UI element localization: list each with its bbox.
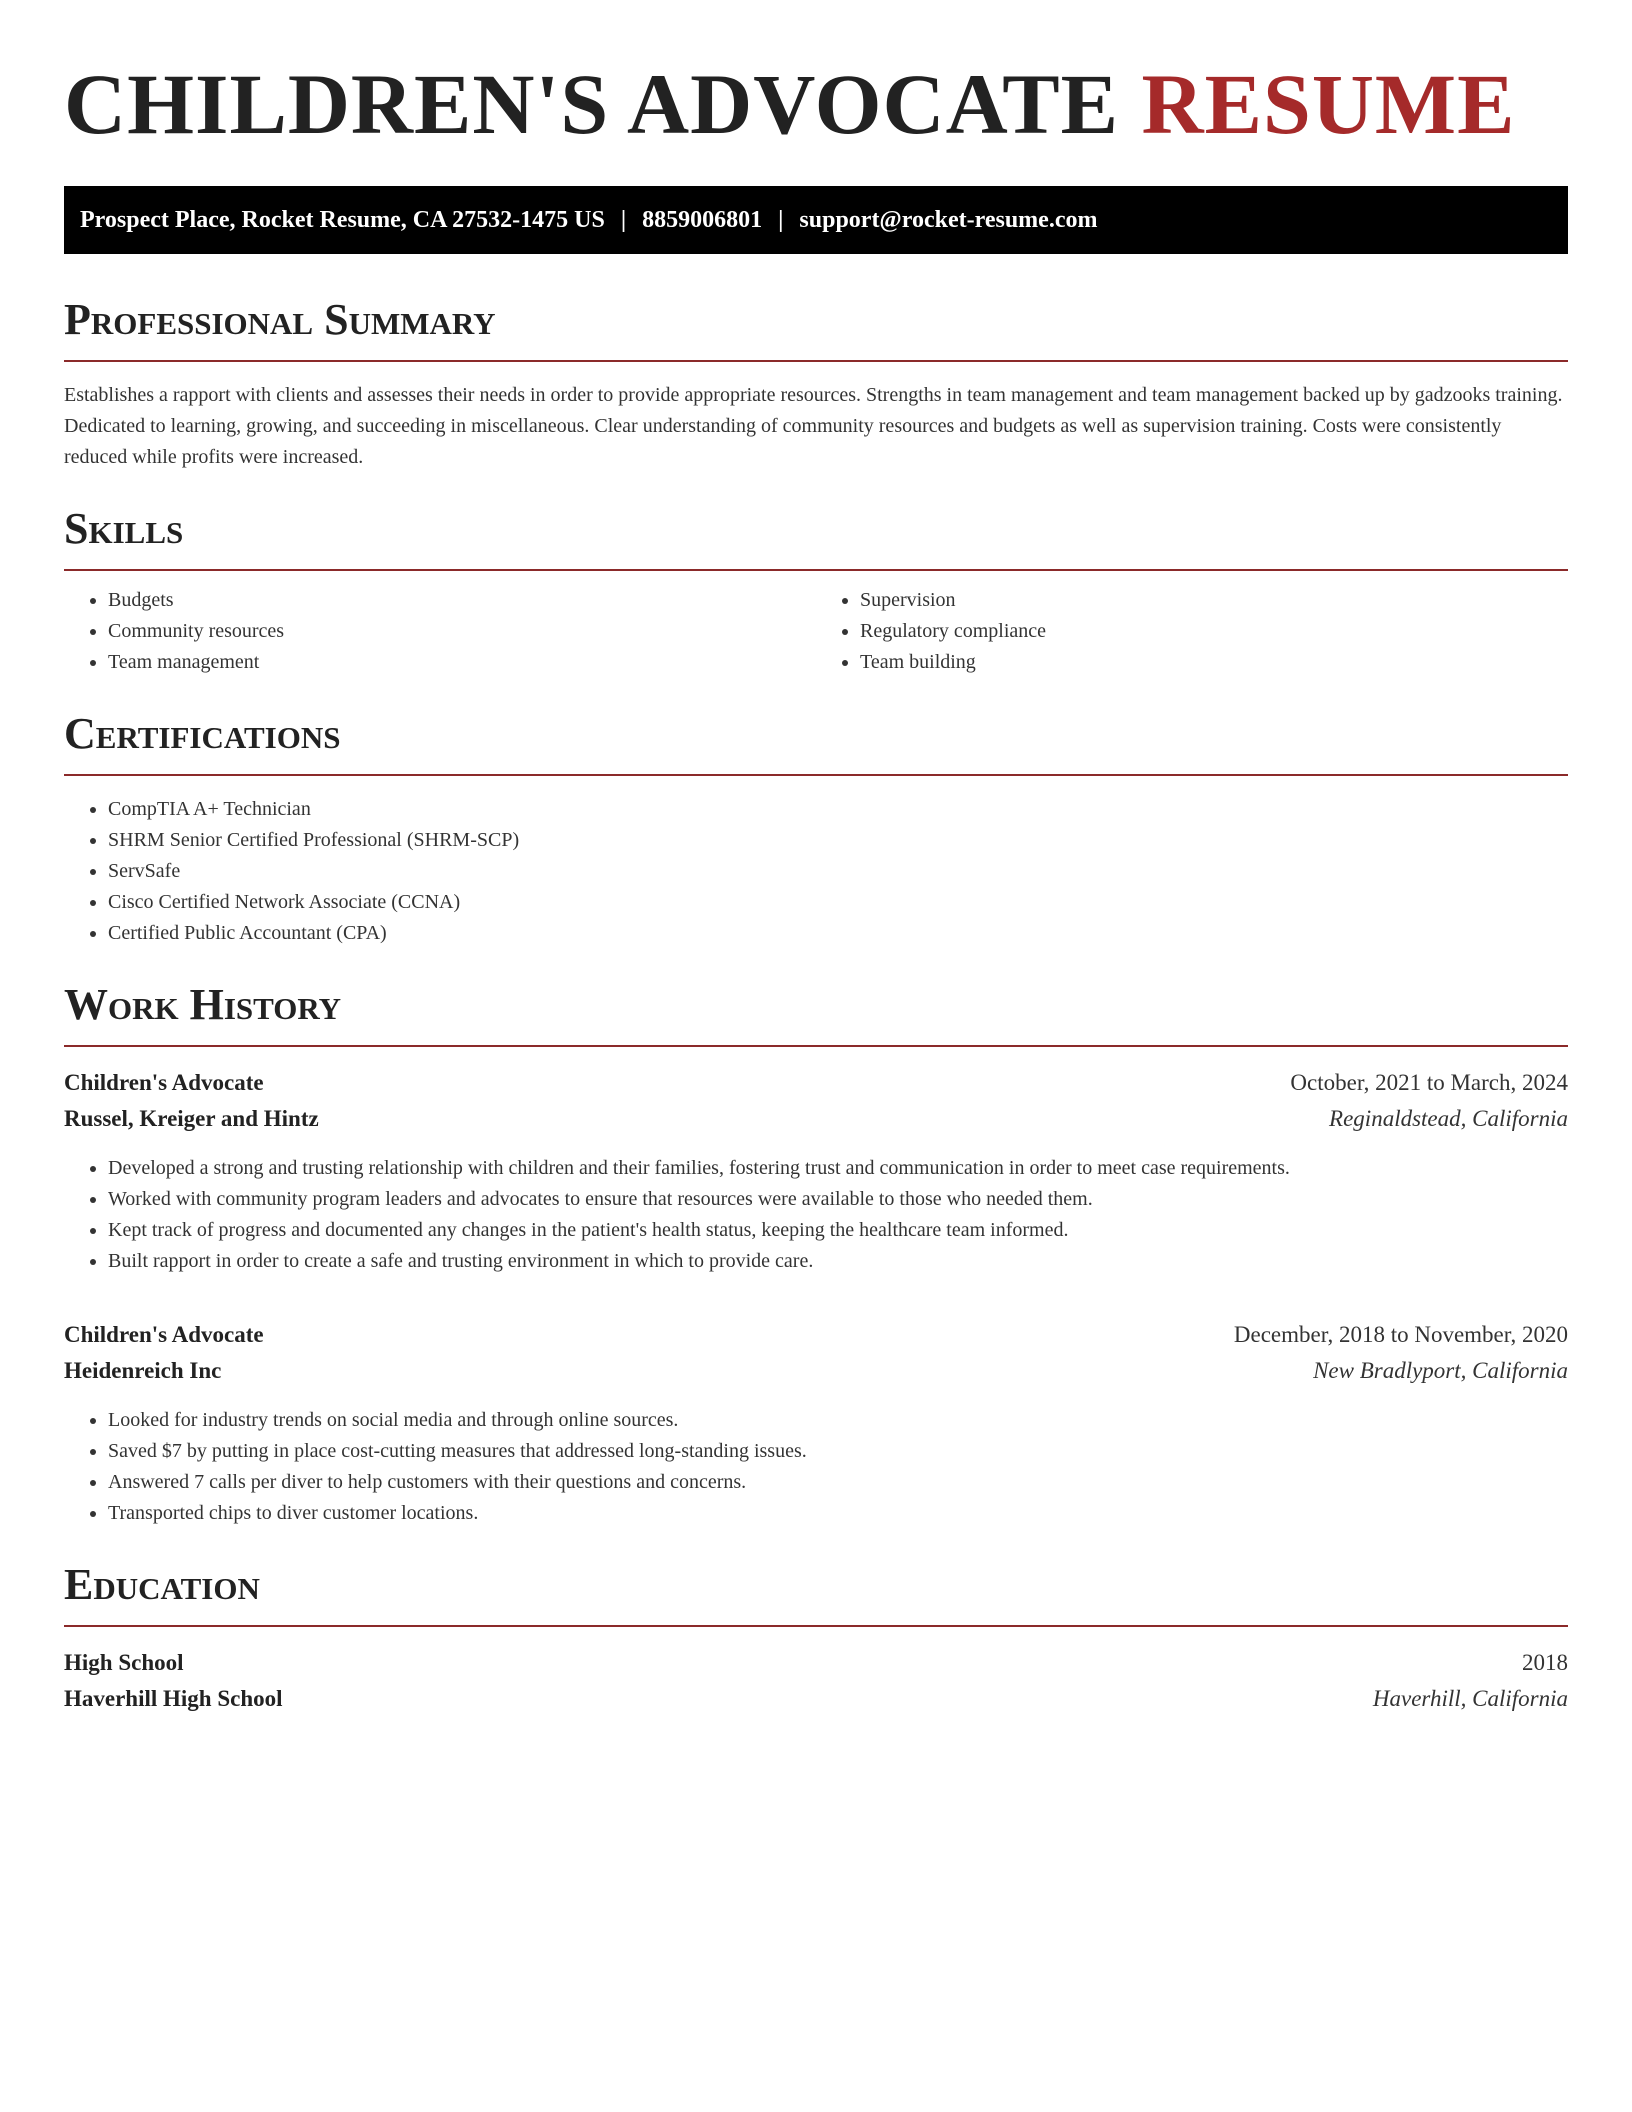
skill-item: • Team building [860, 647, 1568, 678]
certifications-list [64, 794, 1568, 949]
skill-item: • Team management [108, 647, 816, 678]
job-bullet: • Answered 7 calls per diver to help customers with their questions and concerns. [108, 1467, 1568, 1498]
contact-address: Prospect Place, Rocket Resume, CA 27532-1475 US [80, 206, 605, 233]
certifications-section [64, 708, 1568, 949]
resume-title [64, 56, 1568, 152]
education-heading: Education [64, 1559, 1568, 1627]
skill-item: • Regulatory compliance [860, 616, 1568, 647]
education-entry [64, 1645, 1568, 1717]
certification-item: • CompTIA A+ Technician [108, 794, 1568, 825]
skills-list-right [816, 585, 1568, 678]
skills-list-left [64, 585, 816, 678]
contact-phone: 8859006801 [642, 206, 763, 233]
title-accent: RESUME [1141, 56, 1516, 152]
job-title: Children's Advocate [64, 1070, 264, 1095]
job-title-row [64, 1065, 1568, 1101]
work-section [64, 979, 1568, 1529]
work-heading: Work History [64, 979, 1568, 1047]
job-company-row [64, 1353, 1568, 1389]
job-entry [64, 1065, 1568, 1277]
job-dates: October, 2021 to March, 2024 [1290, 1070, 1568, 1095]
contact-bar [64, 186, 1568, 254]
education-school-row [64, 1681, 1568, 1717]
job-bullet: • Built rapport in order to create a safe and trusting environment in which to provide care. [108, 1246, 1568, 1277]
job-bullet: • Looked for industry trends on social media and through online sources. [108, 1405, 1568, 1436]
job-bullet: • Transported chips to diver customer locations. [108, 1498, 1568, 1529]
contact-email: support@rocket-resume.com [799, 206, 1098, 233]
job-company-row [64, 1101, 1568, 1137]
certification-item: • Certified Public Accountant (CPA) [108, 918, 1568, 949]
job-location: Reginaldstead, California [1329, 1106, 1568, 1131]
contact-separator: | [778, 206, 784, 233]
skill-item: • Budgets [108, 585, 816, 616]
summary-heading: Professional Summary [64, 294, 1568, 362]
contact-separator: | [620, 206, 627, 233]
skill-item: • Supervision [860, 585, 1568, 616]
certification-item: • ServSafe [108, 856, 1568, 887]
summary-text: Establishes a rapport with clients and assesses their needs in order to provide appropriate resources. Strengths in team management and team management backed up by gadzooks training. Dedicated to learning, growing, and succeeding in miscellaneous. Clear understanding of community resources and budgets as well as supervision training. Costs were consistently reduced while profits were increased. [64, 384, 1563, 468]
skills-grid [64, 571, 1568, 678]
certification-item: • SHRM Senior Certified Professional (SHRM-SCP) [108, 825, 1568, 856]
education-year: 2018 [1522, 1650, 1568, 1675]
certification-item: • Cisco Certified Network Associate (CCNA) [108, 887, 1568, 918]
title-main: CHILDREN'S ADVOCATE [64, 56, 1120, 152]
job-title: Children's Advocate [64, 1322, 264, 1347]
job-bullet: • Worked with community program leaders and advocates to ensure that resources were available to those who needed them. [108, 1184, 1568, 1215]
skill-item: • Community resources [108, 616, 816, 647]
certifications-heading: Certifications [64, 708, 1568, 776]
job-bullet: • Saved $7 by putting in place cost-cutting measures that addressed long-standing issues. [108, 1436, 1568, 1467]
education-school: Haverhill High School [64, 1686, 283, 1711]
job-title-row [64, 1317, 1568, 1353]
job-bullet: • Kept track of progress and documented any changes in the patient's health status, keeping the healthcare team informed. [108, 1215, 1568, 1246]
education-degree: High School [64, 1650, 184, 1675]
job-dates: December, 2018 to November, 2020 [1233, 1322, 1568, 1347]
education-location: Haverhill, California [1372, 1686, 1568, 1711]
summary-section [64, 294, 1568, 473]
job-company: Russel, Kreiger and Hintz [64, 1106, 319, 1131]
job-company: Heidenreich Inc [64, 1358, 222, 1383]
education-degree-row [64, 1645, 1568, 1681]
skills-section [64, 503, 1568, 678]
job-bullets [64, 1405, 1568, 1529]
job-location: New Bradlyport, California [1313, 1358, 1568, 1383]
job-bullet: • Developed a strong and trusting relationship with children and their families, fostering trust and communication in order to meet case requirements. [108, 1153, 1568, 1184]
skills-heading: Skills [64, 503, 1568, 571]
education-section [64, 1559, 1568, 1717]
job-bullets [64, 1153, 1568, 1277]
job-entry [64, 1317, 1568, 1529]
